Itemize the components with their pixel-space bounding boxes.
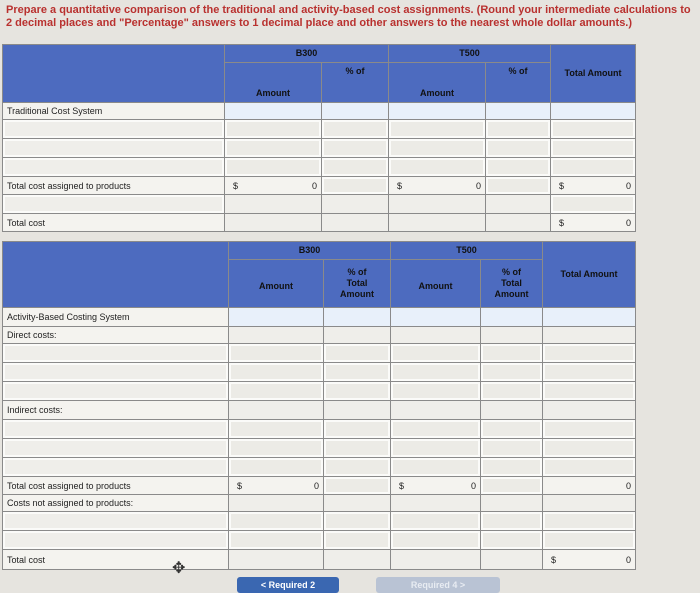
table-row [3,477,636,495]
total-amount-input[interactable] [543,512,636,531]
b300-pct-input[interactable] [324,363,391,382]
t500-amount-input[interactable] [389,139,486,158]
total-amount-input[interactable] [551,120,636,139]
t500-amount-input[interactable] [391,512,481,531]
col-b300-amount: Amount [229,260,324,308]
row-label-input[interactable] [3,458,229,477]
direct-costs-label: Direct costs: [3,327,229,344]
row-label-input[interactable] [3,158,225,177]
col-t500-pct: % of Total Amount [481,260,543,308]
table-row [3,195,636,214]
table-row [3,512,636,531]
table-row [3,550,636,570]
t500-pct-input[interactable] [481,420,543,439]
b300-amount-input[interactable] [229,439,324,458]
dollar-sign: $ [551,554,557,565]
b300-pct-input[interactable] [324,344,391,363]
dollar-sign: $ [237,480,243,491]
t500-amount-input[interactable] [391,531,481,550]
b300-pct-input[interactable] [324,531,391,550]
b300-total-assigned: $ 0 [225,177,322,195]
table-row [3,158,636,177]
t500-amount-input[interactable] [391,439,481,458]
t500-amount-input[interactable] [391,363,481,382]
row-not-assigned-label: Costs not assigned to products: [3,495,229,512]
header-corner [3,242,229,308]
b300-amount-input[interactable] [225,139,322,158]
table-row [3,420,636,439]
traditional-cost-table [2,44,636,232]
t500-pct-input[interactable] [486,158,551,177]
table-row [3,139,636,158]
row-total-cost-label: Total cost [3,214,225,232]
total-amount-input[interactable] [543,458,636,477]
instructions: Prepare a quantitative comparison of the traditional and activity-based cost assignments. (Round your intermediate calculations to 2 decimal places and "Percentage" answers to 1 decimal place and other answers to the nearest whole dollar amounts.) [6,4,691,29]
t500-amount-input[interactable] [391,344,481,363]
col-b300-amount: Amount [225,63,322,103]
table-row [3,120,636,139]
total-amount-input[interactable] [543,363,636,382]
row-label-input[interactable] [3,512,229,531]
total-amount-input[interactable] [543,439,636,458]
row-label-input[interactable] [3,195,225,214]
row-label-input[interactable] [3,439,229,458]
table-row [3,363,636,382]
table-row [3,458,636,477]
abc-cost-table [2,241,636,570]
t500-amount-input[interactable] [389,158,486,177]
t500-pct-input[interactable] [481,439,543,458]
table-row [3,177,636,195]
b300-pct-input[interactable] [324,512,391,531]
table-row [3,214,636,232]
t500-amount-input[interactable] [389,120,486,139]
b300-amount-input[interactable] [229,363,324,382]
total-amount-input[interactable] [543,531,636,550]
t500-pct-input[interactable] [481,458,543,477]
b300-pct-input[interactable] [324,420,391,439]
t500-total-assigned: $ 0 [389,177,486,195]
total-cost-value: $ 0 [551,214,636,232]
b300-amount-input[interactable] [229,420,324,439]
b300-amount-input[interactable] [225,120,322,139]
total-amount-input[interactable] [543,344,636,363]
col-total-amount: Total Amount [543,242,636,308]
b300-amount-input[interactable] [229,531,324,550]
t500-pct-input[interactable] [486,120,551,139]
t500-pct-input[interactable] [481,531,543,550]
col-b300-pct: % of [322,63,389,103]
b300-total-assigned: $ 0 [229,477,324,495]
col-group-t500: T500 [389,45,551,63]
prev-required-button[interactable]: < Required 2 [237,577,339,593]
total-cost-value: $ 0 [543,550,636,570]
row-label-input[interactable] [3,363,229,382]
total-amount-input[interactable] [551,158,636,177]
header-corner [3,45,225,103]
t500-pct-input[interactable] [481,512,543,531]
col-t500-pct: % of [486,63,551,103]
t500-pct-input[interactable] [481,363,543,382]
b300-amount-input[interactable] [225,158,322,177]
t500-pct-total-input[interactable] [481,477,543,495]
section-abc: Activity-Based Costing System [3,308,229,327]
b300-pct-total-input[interactable] [322,177,389,195]
row-total-assigned-label: Total cost assigned to products [3,177,225,195]
t500-pct-input[interactable] [481,382,543,401]
t500-pct-input[interactable] [481,344,543,363]
b300-amount-input[interactable] [229,382,324,401]
total-amount-input[interactable] [551,139,636,158]
t500-amount-input[interactable] [391,420,481,439]
t500-amount-input[interactable] [391,382,481,401]
row-label-input[interactable] [3,420,229,439]
next-required-button[interactable]: Required 4 > [376,577,500,593]
b300-amount-input[interactable] [229,512,324,531]
t500-total-assigned: $ 0 [391,477,481,495]
b300-pct-input[interactable] [322,139,389,158]
b300-amount-input[interactable] [229,458,324,477]
total-total-assigned: 0 [543,477,636,495]
t500-pct-total-input[interactable] [486,177,551,195]
b300-pct-input[interactable] [322,120,389,139]
section-traditional: Traditional Cost System [3,103,225,120]
dollar-sign: $ [399,480,405,491]
t500-pct-input[interactable] [486,139,551,158]
dollar-sign: $ [559,180,565,191]
row-label-input[interactable] [3,344,229,363]
table-row [3,382,636,401]
total-amount-input[interactable] [543,420,636,439]
row-total-cost-label: Total cost [3,550,229,570]
dollar-sign: $ [397,180,403,191]
row-label-input[interactable] [3,382,229,401]
total-amount-input[interactable] [543,382,636,401]
table-row [3,439,636,458]
row-label-input[interactable] [3,531,229,550]
row-label-input[interactable] [3,139,225,158]
col-total-amount: Total Amount [551,45,636,103]
row-label-input[interactable] [3,120,225,139]
t500-amount-input[interactable] [391,458,481,477]
col-group-b300: B300 [225,45,389,63]
col-group-t500: T500 [391,242,543,260]
b300-pct-input[interactable] [322,158,389,177]
b300-pct-input[interactable] [324,458,391,477]
total-total-assigned: $ 0 [551,177,636,195]
dollar-sign: $ [559,217,565,228]
b300-pct-total-input[interactable] [324,477,391,495]
b300-amount-input[interactable] [229,344,324,363]
move-cursor-icon: ✥ [172,560,186,577]
b300-pct-input[interactable] [324,382,391,401]
col-group-b300: B300 [229,242,391,260]
row-total-assigned-label: Total cost assigned to products [3,477,229,495]
dollar-sign: $ [233,180,239,191]
table-row [3,344,636,363]
table-row [3,531,636,550]
indirect-costs-label: Indirect costs: [3,401,229,420]
b300-pct-input[interactable] [324,439,391,458]
col-b300-pct: % of Total Amount [324,260,391,308]
col-t500-amount: Amount [389,63,486,103]
total-amount-input[interactable] [551,195,636,214]
col-t500-amount: Amount [391,260,481,308]
